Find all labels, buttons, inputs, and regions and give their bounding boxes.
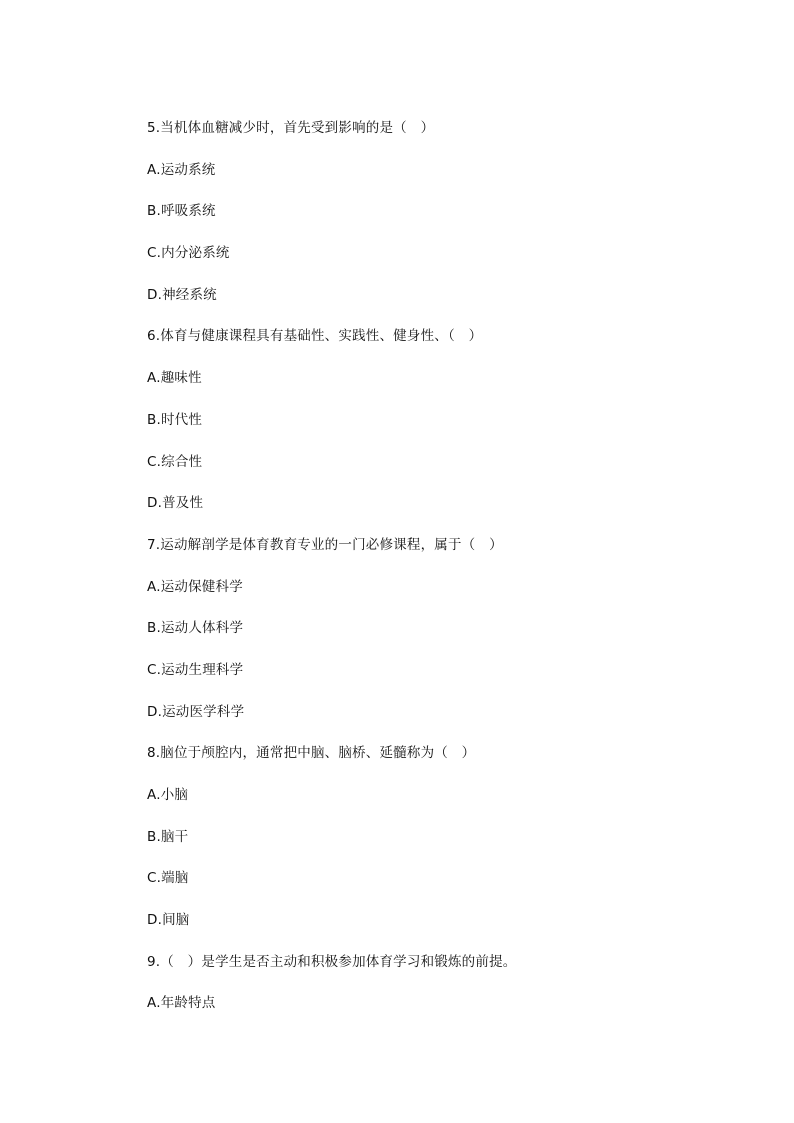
option-d: D.神经系统 (147, 286, 217, 303)
option-b: B.呼吸系统 (147, 203, 216, 220)
question-stem: 9.（ ）是学生是否主动和积极参加体育学习和锻炼的前提。 (147, 953, 517, 970)
question-stem: 5.当机体血糖减少时，首先受到影响的是（ ） (147, 120, 435, 136)
question-6 (147, 325, 707, 533)
option-a: A.小脑 (147, 787, 189, 803)
question-stem: 8.脑位于颅腔内，通常把中脑、脑桥、延髓称为（ ） (147, 745, 476, 762)
question-7 (147, 534, 707, 742)
option-a: A.运动系统 (147, 161, 216, 178)
option-d: D.普及性 (147, 495, 204, 512)
option-a: A.趣味性 (147, 370, 202, 387)
option-c: C.内分泌系统 (147, 245, 230, 262)
option-c: C.综合性 (147, 453, 203, 470)
question-9 (147, 951, 707, 1034)
option-a: A.运动保健科学 (147, 578, 243, 595)
option-c: C.端脑 (147, 870, 189, 887)
question-stem: 6.体育与健康课程具有基础性、实践性、健身性、（ ） (147, 328, 483, 345)
option-d: D.间脑 (147, 912, 190, 929)
option-b: B.运动人体科学 (147, 620, 244, 637)
option-b: B.时代性 (147, 411, 203, 428)
question-5 (147, 117, 707, 325)
question-8 (147, 742, 707, 950)
option-d: D.运动医学科学 (147, 703, 245, 720)
option-c: C.运动生理科学 (147, 661, 244, 678)
question-list (147, 117, 707, 1034)
option-b: B.脑干 (147, 828, 189, 845)
question-stem: 7.运动解剖学是体育教育专业的一门必修课程，属于（ ） (147, 536, 503, 553)
option-a: A.年龄特点 (147, 995, 216, 1012)
